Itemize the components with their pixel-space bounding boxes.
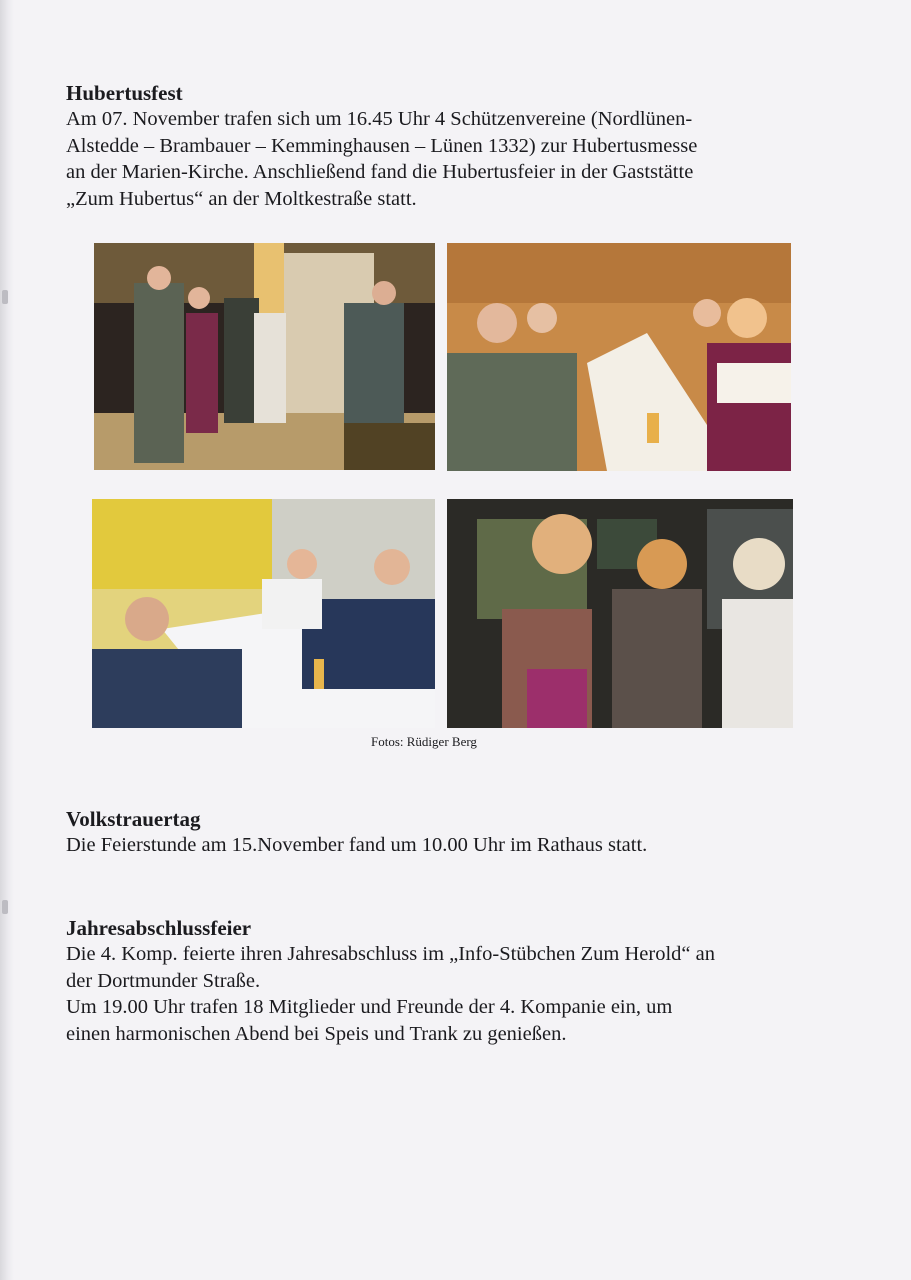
text-line: „Zum Hubertus“ an der Moltkestraße statt. bbox=[66, 187, 417, 210]
section-hubertusfest bbox=[66, 80, 822, 212]
text-line: der Dortmunder Straße. bbox=[66, 969, 261, 992]
photo-women-chatting bbox=[447, 499, 793, 728]
text-line: Alstedde – Brambauer – Kemminghausen – Lünen 1332) zur Hubertusmesse bbox=[66, 134, 698, 157]
binding-hole bbox=[2, 290, 8, 304]
text-line: einen harmonischen Abend bei Speis und Trank zu genießen. bbox=[66, 1022, 567, 1045]
photo-guests-at-table bbox=[92, 499, 435, 728]
section-jahresabschlussfeier bbox=[66, 915, 822, 1047]
text-line: Am 07. November trafen sich um 16.45 Uhr 4 Schützenvereine (Nordlünen- bbox=[66, 108, 693, 130]
text-line: Die Feierstunde am 15.November fand um 10.00 Uhr im Rathaus statt. bbox=[66, 834, 648, 856]
binding-hole bbox=[2, 900, 8, 914]
page-binding-edge bbox=[0, 0, 14, 1280]
text-line: Die 4. Komp. feierte ihren Jahresabschluss im „Info-Stübchen Zum Herold“ an bbox=[66, 943, 715, 965]
photo-uniformed-marksmen bbox=[94, 243, 435, 470]
text-line: an der Marien-Kirche. Anschließend fand die Hubertusfeier in der Gaststätte bbox=[66, 161, 694, 183]
section-heading: Jahresabschlussfeier bbox=[66, 916, 252, 940]
photo-caption: Fotos: Rüdiger Berg bbox=[371, 734, 477, 749]
section-heading: Hubertusfest bbox=[66, 81, 183, 105]
text-line: Um 19.00 Uhr trafen 18 Mitglieder und Freunde der 4. Kompanie ein, um bbox=[66, 996, 673, 1018]
section-volkstrauertag bbox=[66, 806, 822, 859]
photo-banquet-table bbox=[447, 243, 791, 471]
section-heading: Volkstrauertag bbox=[66, 807, 201, 831]
